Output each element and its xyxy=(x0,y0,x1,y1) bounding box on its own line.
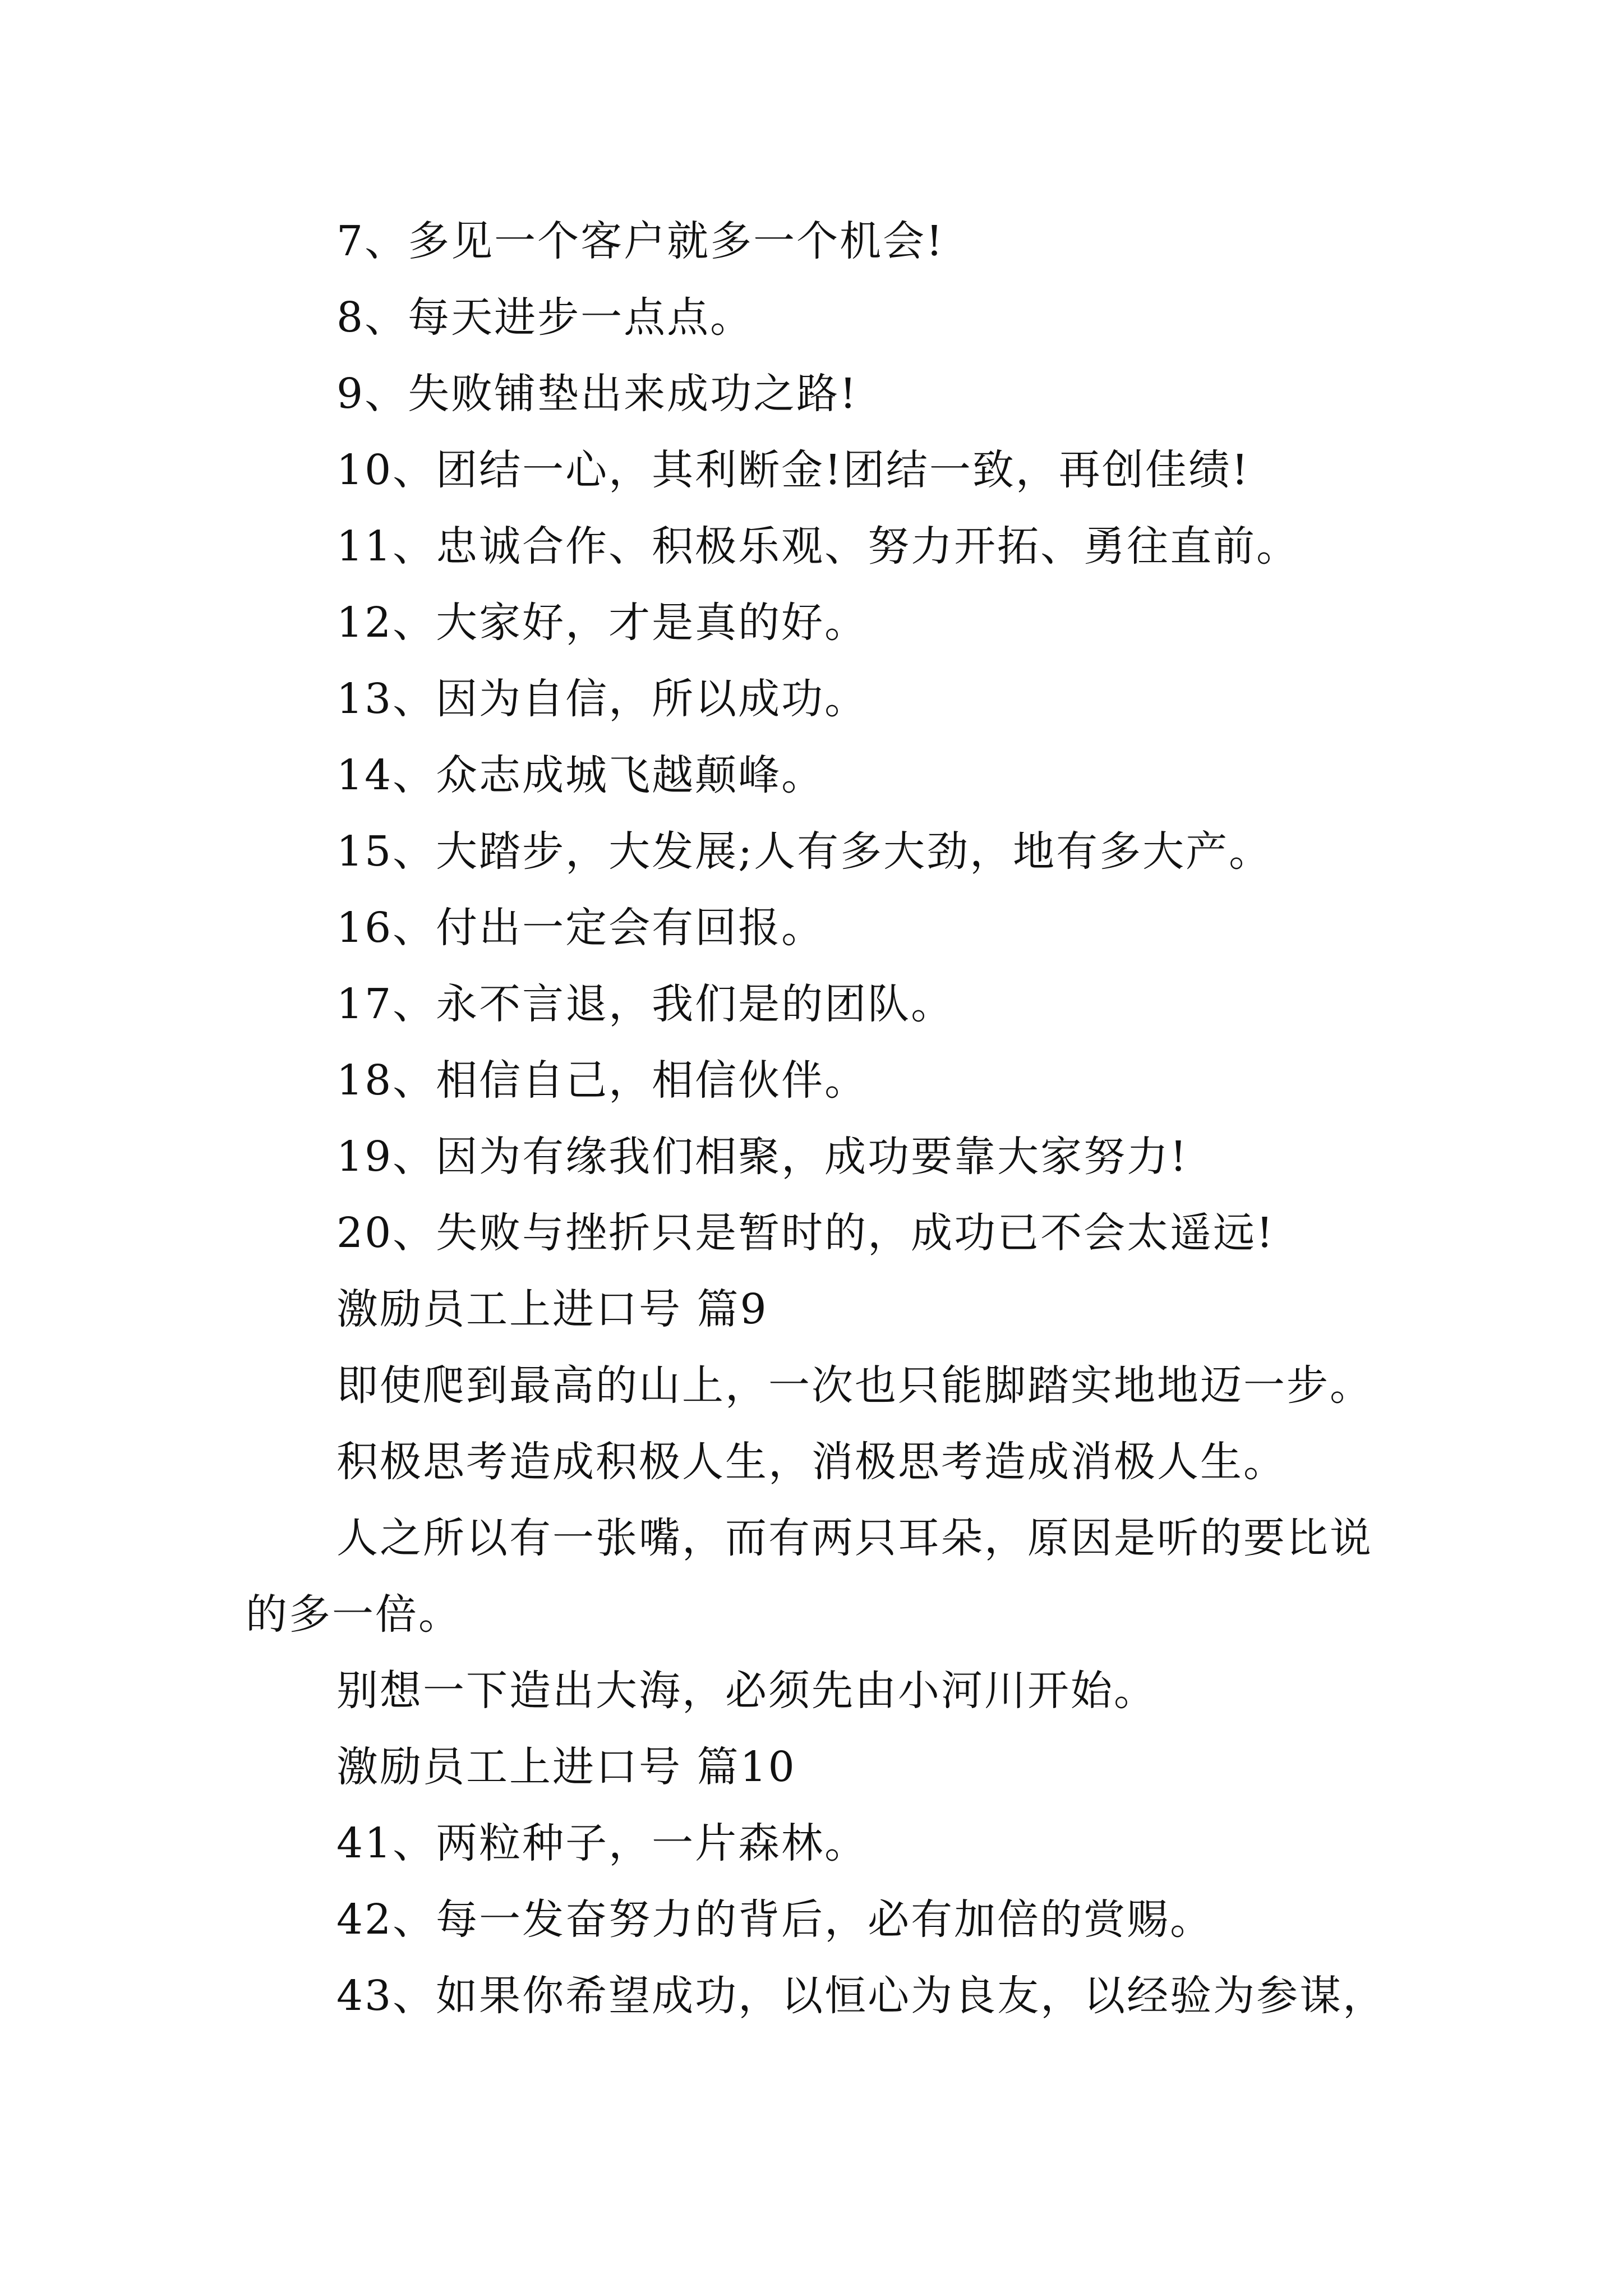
section-heading-10: 激励员工上进口号 篇10 xyxy=(336,1743,796,1791)
slogan-line-43: 43、如果你希望成功，以恒心为良友，以经验为参谋， xyxy=(336,1972,1386,2020)
slogan-line-42: 42、每一发奋努力的背后，必有加倍的赏赐。 xyxy=(336,1895,1214,1944)
paragraph-line: 即使爬到最高的山上，一次也只能脚踏实地地迈一步。 xyxy=(336,1361,1373,1410)
slogan-line-17: 17、永不言退，我们是的团队。 xyxy=(336,980,955,1028)
slogan-line-7: 7、多见一个客户就多一个机会! xyxy=(336,217,944,265)
section-heading-9: 激励员工上进口号 篇9 xyxy=(336,1285,768,1333)
slogan-line-18: 18、相信自己，相信伙伴。 xyxy=(336,1056,868,1105)
paragraph-line: 人之所以有一张嘴，而有两只耳朵，原因是听的要比说 xyxy=(336,1514,1373,1562)
slogan-line-13: 13、因为自信，所以成功。 xyxy=(336,675,868,723)
slogan-line-41: 41、两粒种子，一片森林。 xyxy=(336,1819,868,1867)
slogan-line-12: 12、大家好，才是真的好。 xyxy=(336,599,868,647)
paragraph-line-continued: 的多一倍。 xyxy=(246,1590,462,1639)
slogan-line-10: 10、团结一心，其利断金!团结一致，再创佳绩! xyxy=(336,446,1250,494)
slogan-line-19: 19、因为有缘我们相聚，成功要靠大家努力! xyxy=(336,1133,1188,1181)
slogan-line-20: 20、失败与挫折只是暂时的，成功已不会太遥远! xyxy=(336,1209,1275,1257)
paragraph-line: 别想一下造出大海，必须先由小河川开始。 xyxy=(336,1667,1157,1715)
slogan-line-15: 15、大踏步，大发展;人有多大劲，地有多大产。 xyxy=(336,827,1272,876)
slogan-line-8: 8、每天进步一点点。 xyxy=(336,293,754,342)
slogan-line-14: 14、众志成城飞越颠峰。 xyxy=(336,751,825,799)
paragraph-line: 积极思考造成积极人生，消极思考造成消极人生。 xyxy=(336,1438,1287,1486)
slogan-line-16: 16、付出一定会有回报。 xyxy=(336,904,825,952)
slogan-line-11: 11、忠诚合作、积极乐观、努力开拓、勇往直前。 xyxy=(336,522,1300,570)
slogan-line-9: 9、失败铺垫出来成功之路! xyxy=(336,370,858,418)
